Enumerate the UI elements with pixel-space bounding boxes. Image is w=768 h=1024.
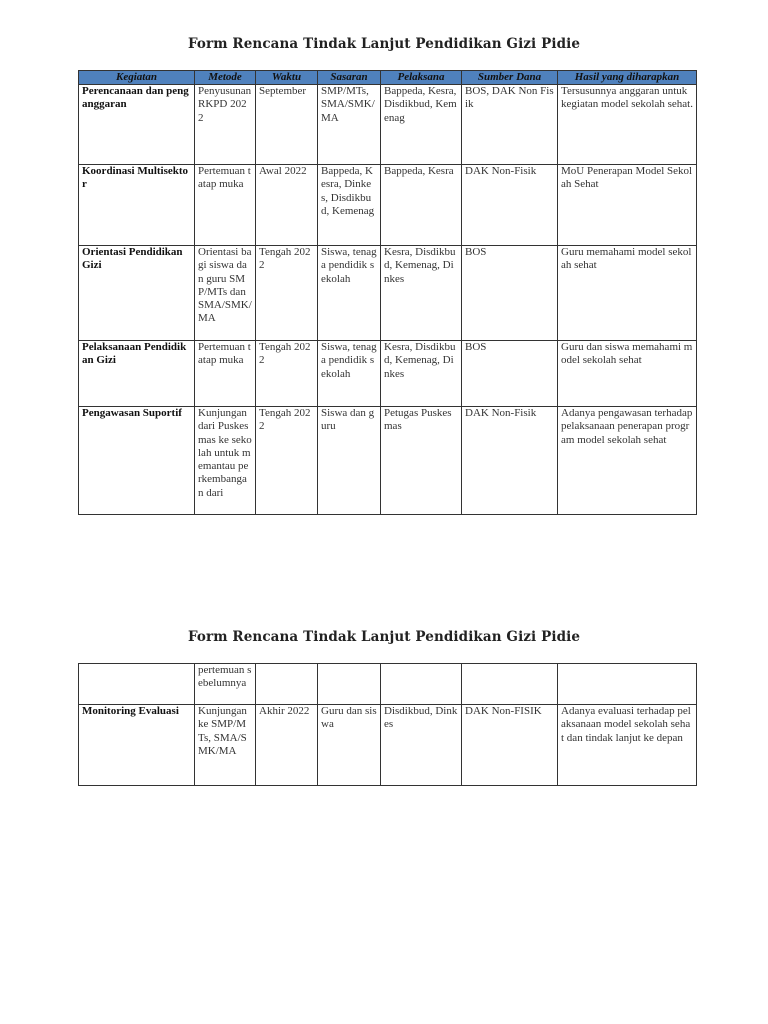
cell-kegiatan: Orientasi Pendidikan Gizi <box>79 246 195 341</box>
form-title-page-2: Form Rencana Tindak Lanjut Pendidikan Gizi Pidie <box>187 629 581 645</box>
action-plan-table-continued <box>78 663 697 786</box>
cell-kegiatan: Koordinasi Multisektor <box>79 165 195 246</box>
cell-kegiatan <box>79 664 195 705</box>
cell-sumber-dana: DAK Non-Fisik <box>462 165 558 246</box>
table-row <box>79 705 697 786</box>
action-plan-table <box>78 70 697 515</box>
cell-hasil <box>558 664 697 705</box>
table-row-continuation <box>79 664 697 705</box>
header-pelaksana: Pelaksana <box>381 71 462 85</box>
cell-pelaksana <box>381 664 462 705</box>
cell-pelaksana: Petugas Puskesmas <box>381 407 462 515</box>
cell-sasaran: Siswa dan guru <box>318 407 381 515</box>
cell-metode: Orientasi bagi siswa dan guru SMP/MTs dan SMA/SMK/MA <box>195 246 256 341</box>
cell-waktu: Tengah 2022 <box>256 407 318 515</box>
cell-kegiatan: Pengawasan Suportif <box>79 407 195 515</box>
cell-sumber-dana: BOS <box>462 341 558 407</box>
cell-hasil: Adanya evaluasi terhadap pelaksanaan model sekolah sehat dan tindak lanjut ke depan <box>558 705 697 786</box>
cell-waktu: Akhir 2022 <box>256 705 318 786</box>
cell-sasaran <box>318 664 381 705</box>
table-row <box>79 341 697 407</box>
cell-metode: Pertemuan tatap muka <box>195 341 256 407</box>
table-header-row <box>79 71 697 85</box>
header-sasaran: Sasaran <box>318 71 381 85</box>
table-row <box>79 246 697 341</box>
cell-kegiatan: Perencanaan dan penganggaran <box>79 85 195 165</box>
cell-sasaran: Bappeda, Kesra, Dinkes, Disdikbud, Kemenag <box>318 165 381 246</box>
cell-metode: Pertemuan tatap muka <box>195 165 256 246</box>
cell-pelaksana: Kesra, Disdikbud, Kemenag, Dinkes <box>381 341 462 407</box>
cell-pelaksana: Disdikbud, Dinkes <box>381 705 462 786</box>
cell-metode: Penyusunan RKPD 2022 <box>195 85 256 165</box>
cell-sumber-dana: BOS, DAK Non Fisik <box>462 85 558 165</box>
cell-hasil: Guru memahami model sekolah sehat <box>558 246 697 341</box>
cell-sumber-dana <box>462 664 558 705</box>
cell-sumber-dana: DAK Non-Fisik <box>462 407 558 515</box>
cell-waktu: Awal 2022 <box>256 165 318 246</box>
cell-sumber-dana: BOS <box>462 246 558 341</box>
cell-waktu <box>256 664 318 705</box>
cell-sasaran: Siswa, tenaga pendidik sekolah <box>318 246 381 341</box>
cell-sasaran: Guru dan siswa <box>318 705 381 786</box>
cell-pelaksana: Bappeda, Kesra, Disdikbud, Kemenag <box>381 85 462 165</box>
cell-kegiatan: Monitoring Evaluasi <box>79 705 195 786</box>
cell-waktu: September <box>256 85 318 165</box>
cell-waktu: Tengah 2022 <box>256 341 318 407</box>
table-row <box>79 165 697 246</box>
header-sumber-dana: Sumber Dana <box>462 71 558 85</box>
cell-hasil: Adanya pengawasan terhadap pelaksanaan penerapan program model sekolah sehat <box>558 407 697 515</box>
cell-hasil: Guru dan siswa memahami model sekolah sehat <box>558 341 697 407</box>
header-kegiatan: Kegiatan <box>79 71 195 85</box>
header-hasil: Hasil yang diharapkan <box>558 71 697 85</box>
cell-pelaksana: Bappeda, Kesra <box>381 165 462 246</box>
cell-hasil: MoU Penerapan Model Sekolah Sehat <box>558 165 697 246</box>
cell-sasaran: SMP/MTs, SMA/SMK/MA <box>318 85 381 165</box>
header-waktu: Waktu <box>256 71 318 85</box>
cell-sumber-dana: DAK Non-FISIK <box>462 705 558 786</box>
cell-sasaran: Siswa, tenaga pendidik sekolah <box>318 341 381 407</box>
cell-pelaksana: Kesra, Disdikbud, Kemenag, Dinkes <box>381 246 462 341</box>
cell-hasil: Tersusunnya anggaran untuk kegiatan model sekolah sehat. <box>558 85 697 165</box>
cell-metode: Kunjungan dari Puskesmas ke sekolah untuk memantau perkembangan dari <box>195 407 256 515</box>
header-metode: Metode <box>195 71 256 85</box>
cell-waktu: Tengah 2022 <box>256 246 318 341</box>
cell-metode: pertemuan sebelumnya <box>195 664 256 705</box>
table-row <box>79 85 697 165</box>
form-title: Form Rencana Tindak Lanjut Pendidikan Gizi Pidie <box>187 36 581 52</box>
cell-metode: Kunjungan ke SMP/MTs, SMA/SMK/MA <box>195 705 256 786</box>
cell-kegiatan: Pelaksanaan Pendidikan Gizi <box>79 341 195 407</box>
table-row <box>79 407 697 515</box>
